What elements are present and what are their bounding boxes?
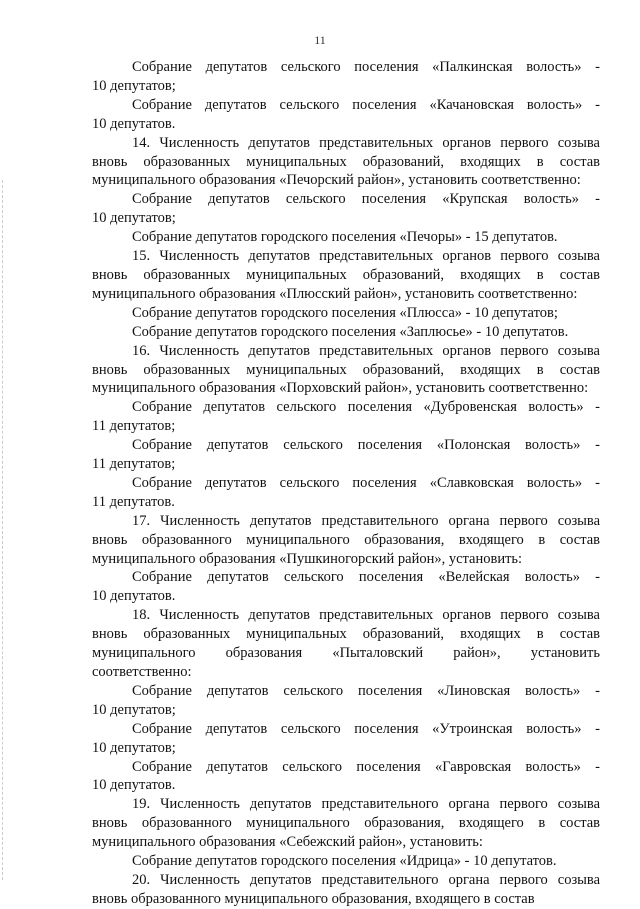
document-body — [92, 58, 600, 909]
text-line: 15. Численность депутатов представительных органов первого созыва — [132, 248, 600, 265]
text-line: муниципального образования «Плюсский район», установить соответственно: — [92, 285, 578, 302]
text-line: Собрание депутатов сельского поселения «Гавровская волость» - — [132, 758, 600, 775]
text-line: 11 депутатов; — [92, 456, 176, 473]
text-line: Собрание депутатов городского поселения «Заплюсье» - 10 депутатов. — [132, 323, 569, 340]
text-line: 10 депутатов; — [92, 739, 176, 756]
text-line: 11 депутатов; — [92, 418, 176, 435]
text-line: 10 депутатов; — [92, 701, 176, 718]
text-line: 11 депутатов. — [92, 493, 175, 510]
text-line: Собрание депутатов сельского поселения «Утроинская волость» - — [132, 720, 600, 737]
text-line: Собрание депутатов сельского поселения «Полонская волость» - — [132, 437, 600, 454]
text-line: 17. Численность депутатов представительного органа первого созыва — [132, 512, 600, 529]
text-line: муниципального образования «Печорский район», установить соответственно: — [92, 172, 581, 189]
text-line: Собрание депутатов сельского поселения «Велейская волость» - — [132, 569, 600, 586]
text-line: Собрание депутатов сельского поселения «Крупская волость» - — [132, 191, 600, 208]
text-line: Собрание депутатов городского поселения «Печоры» - 15 депутатов. — [132, 229, 558, 246]
text-line: Собрание депутатов сельского поселения «Славковская волость» - — [132, 474, 600, 491]
text-line: Собрание депутатов сельского поселения «Линовская волость» - — [132, 682, 600, 699]
text-line: 10 депутатов. — [92, 777, 176, 794]
text-line: 20. Численность депутатов представительного органа первого созыва — [132, 871, 600, 888]
text-line: 14. Численность депутатов представительных органов первого созыва — [132, 134, 600, 151]
text-line: Собрание депутатов городского поселения «Идрица» - 10 депутатов. — [132, 853, 557, 870]
scan-edge-mark — [2, 180, 4, 880]
text-line: муниципального образования «Порховский район», установить соответственно: — [92, 380, 589, 397]
text-line: Собрание депутатов сельского поселения «Качановская волость» - — [132, 96, 600, 113]
text-line: вновь образованных муниципальных образований, входящих в состав — [92, 361, 600, 378]
text-line: муниципального образования «Пыталовский район», установить — [92, 645, 600, 662]
text-line: муниципального образования «Себежский район», установить: — [92, 834, 483, 851]
text-line: 18. Численность депутатов представительных органов первого созыва — [132, 607, 600, 624]
text-line: вновь образованных муниципальных образований, входящих в состав — [92, 626, 600, 643]
text-line: вновь образованного муниципального образования, входящего в состав — [92, 531, 600, 548]
page-number: 11 — [314, 33, 326, 47]
text-line: 16. Численность депутатов представительных органов первого созыва — [132, 342, 600, 359]
text-line: вновь образованных муниципальных образований, входящих в состав — [92, 153, 600, 170]
text-line: 10 депутатов; — [92, 77, 176, 94]
text-line: 10 депутатов; — [92, 210, 176, 227]
text-line: Собрание депутатов городского поселения «Плюсса» - 10 депутатов; — [132, 304, 558, 321]
text-line: Собрание депутатов сельского поселения «Дубровенская волость» - — [132, 399, 600, 416]
text-line: вновь образованных муниципальных образований, входящих в состав — [92, 266, 600, 283]
text-line: Собрание депутатов сельского поселения «Палкинская волость» - — [132, 59, 600, 75]
text-line: 19. Численность депутатов представительного органа первого созыва — [132, 796, 600, 813]
text-line: 10 депутатов. — [92, 588, 176, 605]
text-line: вновь образованного муниципального образования, входящего в состав — [92, 890, 535, 907]
text-line: 10 депутатов. — [92, 115, 176, 132]
text-line: соответственно: — [92, 664, 192, 680]
text-line: вновь образованного муниципального образования, входящего в состав — [92, 815, 600, 832]
text-line: муниципального образования «Пушкиногорский район», установить: — [92, 550, 523, 567]
